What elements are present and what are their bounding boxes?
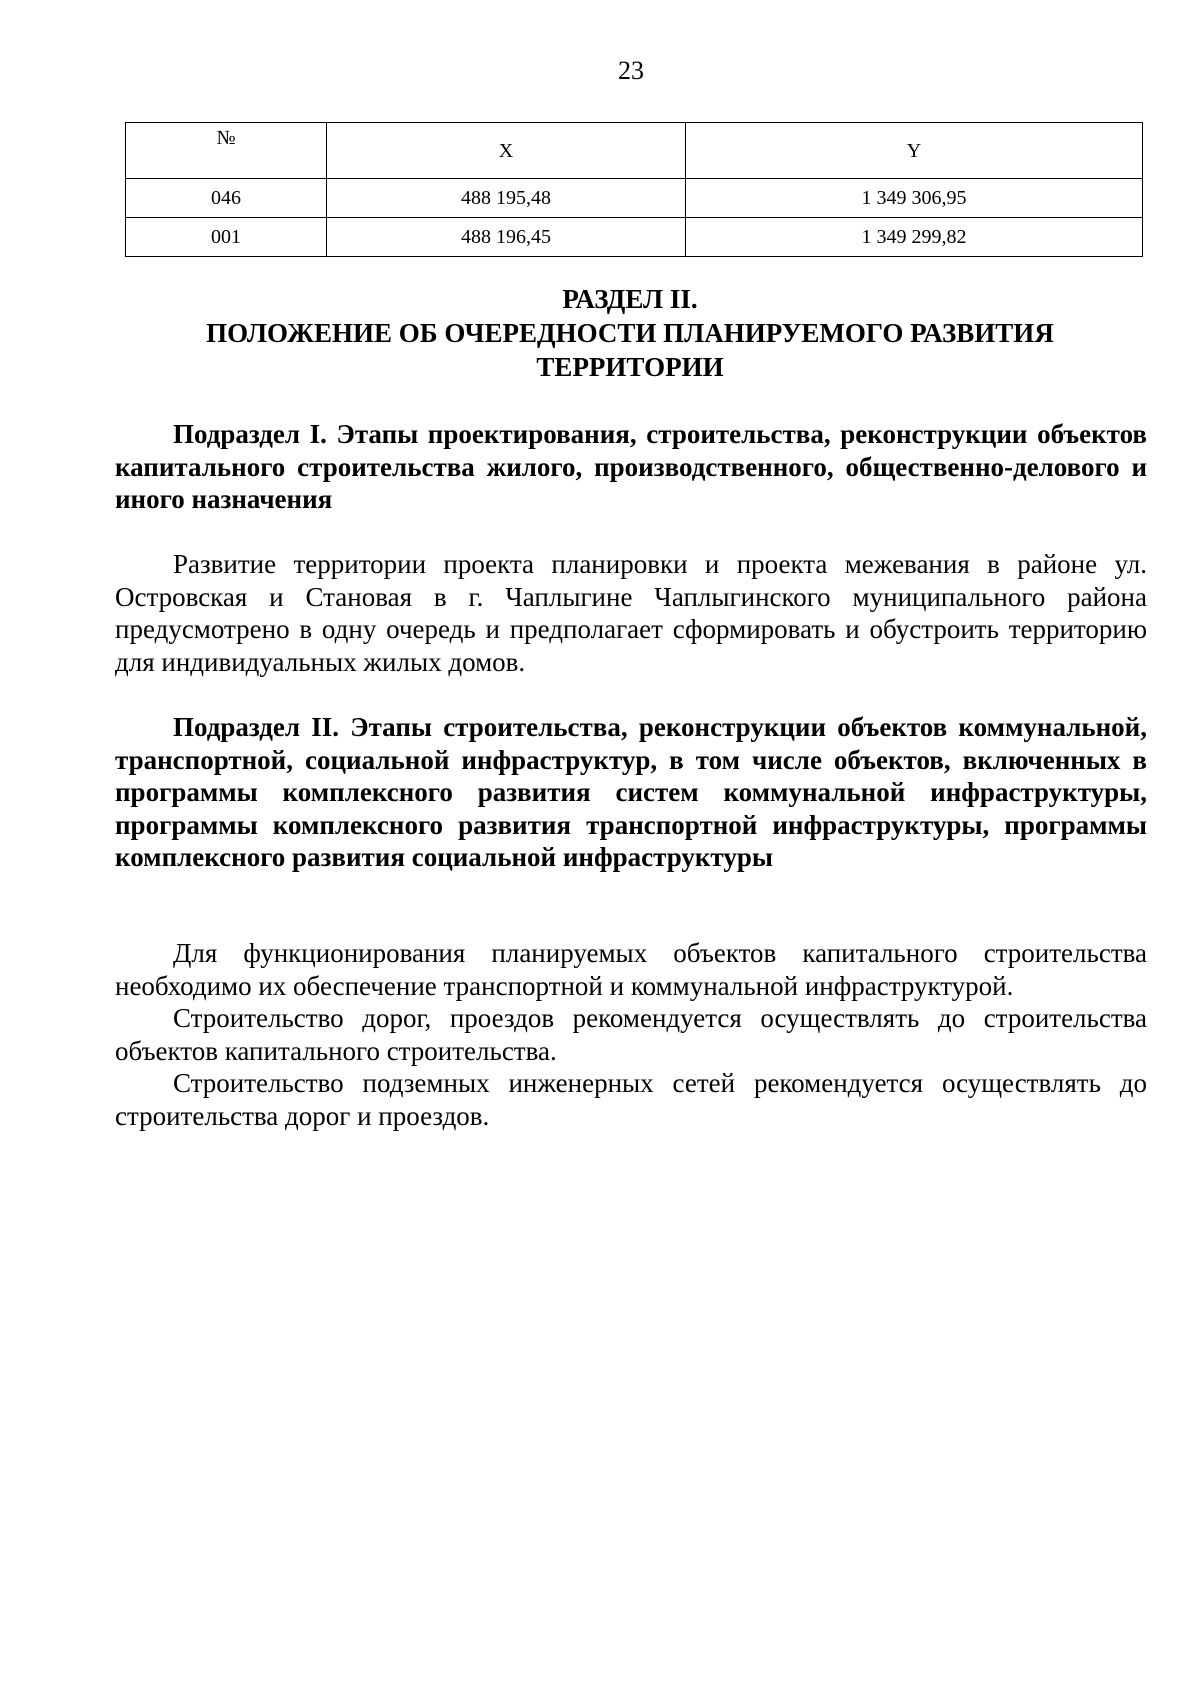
table-row <box>126 218 1143 257</box>
cell-number: 046 <box>126 179 327 218</box>
section-title-line1: РАЗДЕЛ II. <box>562 284 698 314</box>
cell-x: 488 195,48 <box>327 179 686 218</box>
table-row <box>126 179 1143 218</box>
cell-y: 1 349 306,95 <box>686 179 1143 218</box>
paragraph-roads: Строительство дорог, проездов рекомендуется осуществлять до строительства объектов капитального строительства. <box>115 1003 1147 1066</box>
paragraph-development: Развитие территории проекта планировки и проекта межевания в районе ул. Островская и Становая в г. Чаплыгине Чаплыгинского муниципального района предусмотрено в одну очередь и предполагает сформировать и обустроить территорию для индивидуальных жилых домов. <box>115 549 1147 677</box>
cell-number: 001 <box>126 218 327 257</box>
header-y: Y <box>686 123 1143 179</box>
subsection-1-title: Подраздел I. Этапы проектирования, строительства, реконструкции объектов капитального строительства жилого, производственного, общественно-делового и иного назначения <box>115 419 1147 514</box>
paragraph-networks: Строительство подземных инженерных сетей рекомендуется осуществлять до строительства дорог и проездов. <box>115 1068 1147 1131</box>
subsection-2-title: Подраздел II. Этапы строительства, реконструкции объектов коммунальной, транспортной, социальной инфраструктур, в том числе объектов, включенных в программы комплексного развития систем коммунальной инфраструктуры, программы комплексного развития транспортной инфраструктуры, программы комплексного развития социальной инфраструктуры <box>115 712 1147 872</box>
header-x: X <box>327 123 686 179</box>
cell-x: 488 196,45 <box>327 218 686 257</box>
cell-y: 1 349 299,82 <box>686 218 1143 257</box>
coordinates-table <box>125 122 1143 257</box>
section-title-line2: ПОЛОЖЕНИЕ ОБ ОЧЕРЕДНОСТИ ПЛАНИРУЕМОГО РАЗВИТИЯ <box>206 318 1054 348</box>
header-number: № <box>126 123 327 179</box>
section-title-line3: ТЕРРИТОРИИ <box>536 352 724 382</box>
page-number: 23 <box>618 56 644 85</box>
section-heading <box>110 282 1150 384</box>
paragraph-infrastructure: Для функционирования планируемых объектов капитального строительства необходимо их обеспечение транспортной и коммунальной инфраструктурой. <box>115 938 1147 1001</box>
table-header-row <box>126 123 1143 179</box>
